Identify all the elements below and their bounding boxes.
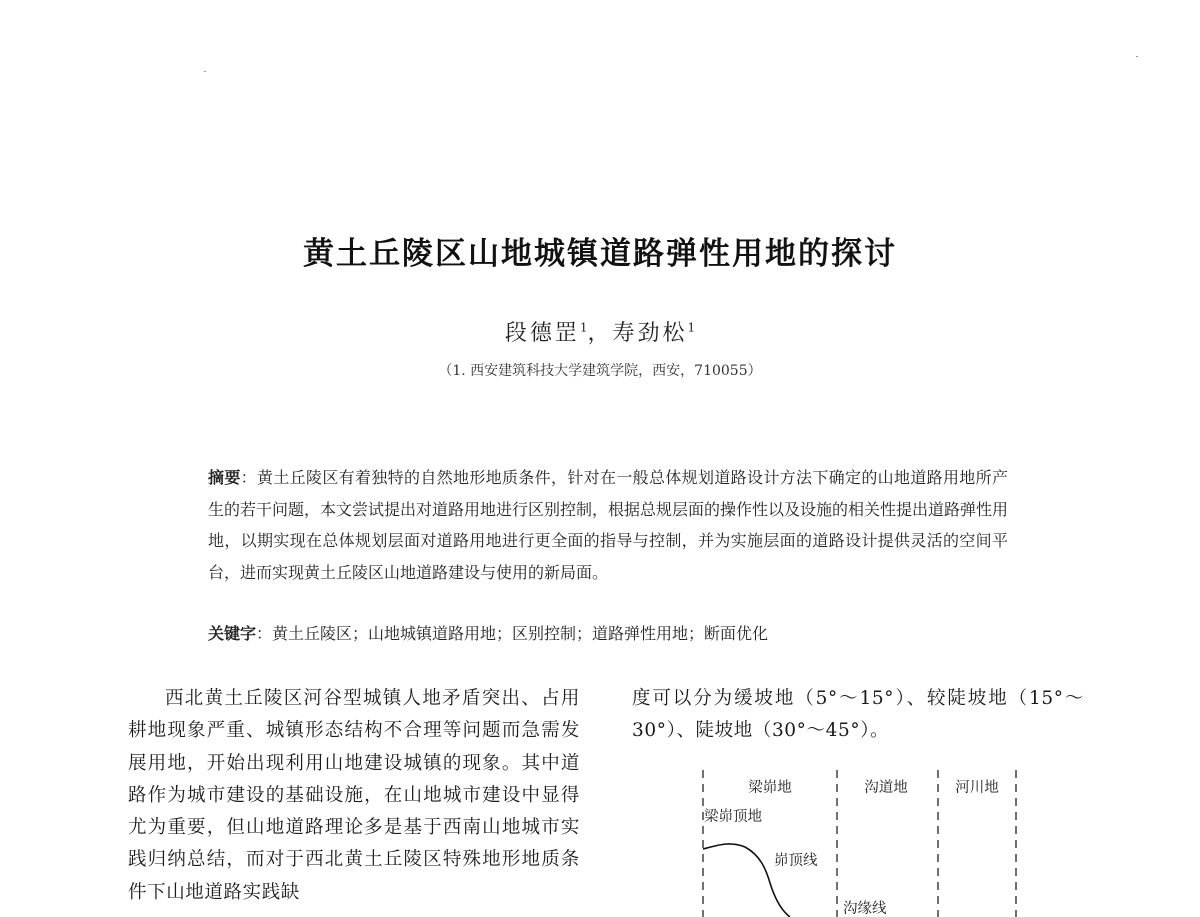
keywords: [208, 620, 1008, 648]
zone-label-liangmao: 梁峁地: [748, 780, 792, 796]
zone-label-goudao: 沟道地: [864, 780, 908, 796]
author-name: 段德罡: [504, 321, 580, 346]
abstract-text: ：黄土丘陵区有着独特的自然地形地质条件，针对在一般总体规划道路设计方法下确定的山地道路用地所产生的若干问题，本文尝试提出对道路用地进行区别控制，根据总规层面的操作性以及设施的相关性提出道路弹性用地，以期实现在总体规划层面对道路用地进行更全面的指导与控制，并为实施层面的道路设计提供灵活的空间平台，进而实现黄土丘陵区山地道路建设与使用的新局面。: [208, 468, 1009, 582]
author-line: [0, 316, 1200, 347]
author-affil-mark: 1: [687, 320, 696, 335]
author-separator: ，: [587, 321, 613, 346]
author-affil-mark: 1: [579, 320, 588, 335]
label-top-land: 梁峁顶地: [704, 809, 762, 825]
terrain-figure: [690, 765, 1030, 917]
label-edge-line: 沟缘线: [843, 901, 887, 917]
body-column-left: 西北黄土丘陵区河谷型城镇人地矛盾突出、占用耕地现象严重、城镇形态结构不合理等问题而急需发展用地，开始出现利用山地建设城镇的现象。其中道路作为城市建设的基础设施，在山地城市建设中显得尤为重要，但山地道路理论多是基于西南山地城市实践归纳总结，而对于西北黄土丘陵区特殊地形地质条件下山地道路实践缺: [128, 688, 580, 903]
abstract: [208, 462, 1008, 588]
scan-speck: [1136, 56, 1138, 57]
paper-title: 黄土丘陵区山地城镇道路弹性用地的探讨: [303, 236, 897, 272]
scan-speck: [204, 71, 206, 72]
author-name: 寿劲松: [612, 321, 688, 346]
zone-label-hechuan: 河川地: [955, 780, 999, 796]
affiliation: （1. 西安建筑科技大学建筑学院，西安，710055）: [438, 363, 762, 379]
keywords-label: 关键字: [208, 624, 257, 643]
label-ridge-line: 峁顶线: [774, 853, 818, 869]
body-column-right: 度可以分为缓坡地（5°～15°）、较陡坡地（15°～30°）、陡坡地（30°～45°）。: [632, 688, 1084, 742]
abstract-label: 摘要: [208, 468, 241, 487]
keywords-text: ：黄土丘陵区；山地城镇道路用地；区别控制；道路弹性用地；断面优化: [256, 624, 769, 643]
